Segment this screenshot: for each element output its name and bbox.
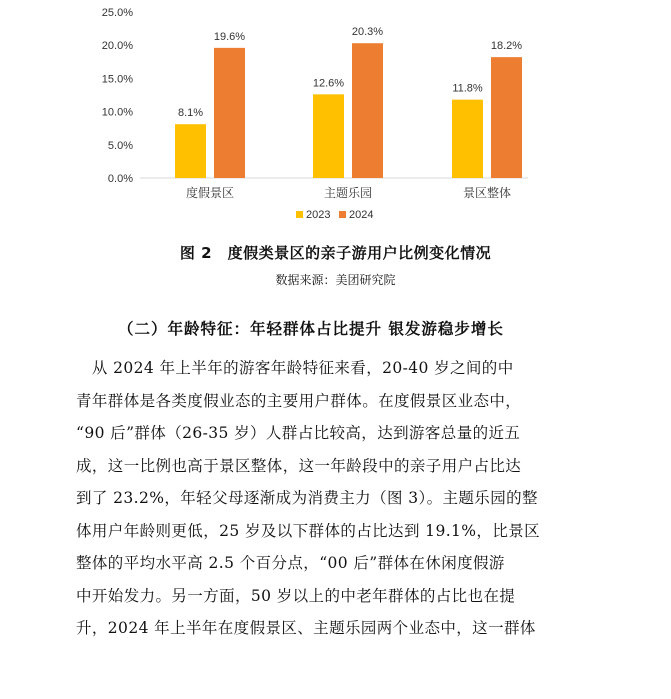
paragraph-line: 升，2024 年上半年在度假景区、主题乐园两个业态中，这一群体 [76,619,536,637]
paragraph-line: 中开始发力。另一方面，50 岁以上的中老年群体的占比也在提 [76,586,516,605]
bar-2024-景区整体 [491,57,522,178]
legend-label: 2023 [306,209,331,221]
y-tick-label: 15.0% [101,73,133,86]
figure-title: 图 2 度假类景区的亲子游用户比例变化情况 [179,244,492,262]
data-label: 19.6% [213,30,246,43]
data-label: 11.8% [452,82,483,95]
legend-label: 2024 [349,209,374,221]
legend-swatch-2024 [339,211,346,218]
legend-swatch-2023 [296,211,303,218]
category-label: 度假景区 [185,186,235,200]
paragraph-line: 成，这一比例也高于景区整体，这一年龄段中的亲子用户占比达 [76,456,522,475]
paragraph-line: 到了 23.2%，年轻父母逐渐成为消费主力（图 3）。主题乐园的整 [76,489,538,507]
paragraph-line: “90 后”群体（26-35 岁）人群占比较高，达到游客总量的近五 [76,424,521,442]
y-tick-label: 25.0% [101,7,133,19]
y-tick-label: 20.0% [101,40,133,53]
paragraph-line: 青年群体是各类度假业态的主要用户群体。在度假景区业态中， [76,391,522,410]
data-label: 12.6% [312,77,345,90]
paragraph-line: 整体的平均水平高 2.5 个百分点，“00 后”群体在休闲度假游 [76,554,505,572]
y-tick-label: 5.0% [107,139,133,152]
body-paragraph [76,352,606,645]
bar-2024-主题乐园 [352,43,383,178]
bar-chart [0,0,671,235]
bar-2023-主题乐园 [313,94,344,178]
paragraph-line: 体用户年龄则更低，25 岁及以下群体的占比达到 19.1%，比景区 [76,521,541,540]
bar-2023-景区整体 [452,100,483,178]
bar-2024-度假景区 [214,48,245,178]
category-label: 景区整体 [462,186,512,200]
category-label: 主题乐园 [323,186,373,200]
data-label: 8.1% [177,107,204,120]
bar-2023-度假景区 [175,124,206,178]
y-tick-label: 10.0% [101,106,133,119]
section-heading: （二）年龄特征：年轻群体占比提升 银发游稳步增长 [118,319,504,338]
data-label: 18.2% [490,40,523,53]
data-label: 20.3% [351,26,384,39]
figure-source: 数据来源：美团研究院 [275,273,396,287]
y-tick-label: 0.0% [107,173,133,185]
paragraph-line: 从 2024 年上半年的游客年龄特征来看，20-40 岁之间的中 [76,359,514,377]
